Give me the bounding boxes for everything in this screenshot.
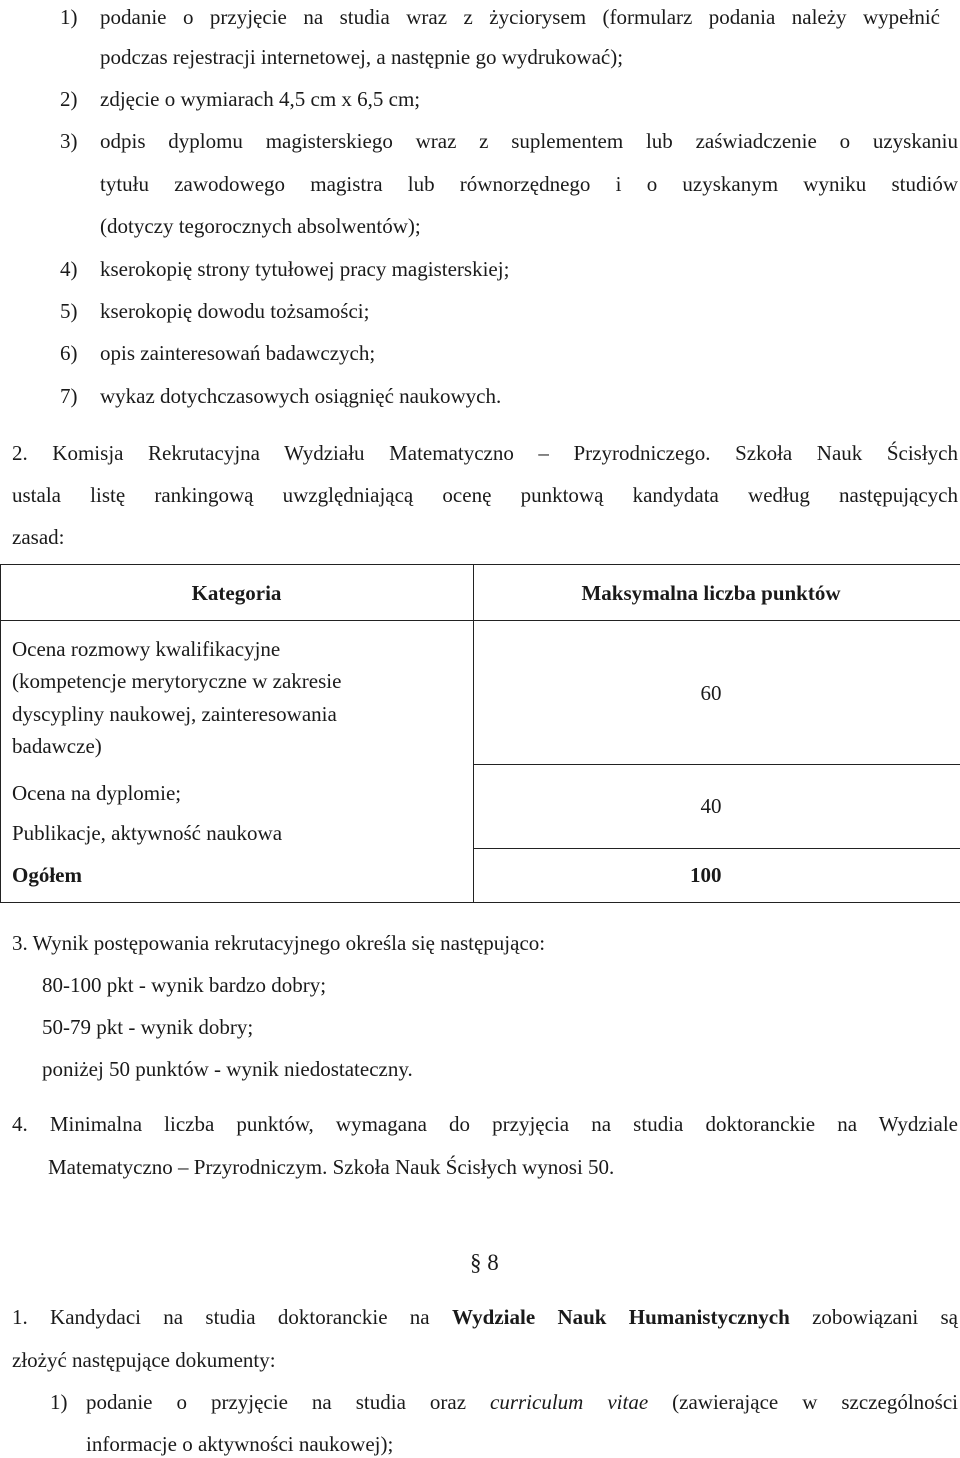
table-border-row2 bbox=[473, 848, 960, 849]
section-3-item-2: 50-79 pkt - wynik dobry; bbox=[42, 1015, 254, 1039]
list-item-4-num: 4) bbox=[60, 257, 78, 281]
list-b-item-1-line-2: informacje o aktywności naukowej); bbox=[86, 1432, 394, 1456]
list-b-pre: podanie o przyjęcie na studia oraz bbox=[86, 1390, 491, 1414]
list-b-cv: curriculum vitae bbox=[490, 1390, 649, 1414]
table-row-1-line-4: badawcze) bbox=[12, 734, 102, 758]
list-item-3-num: 3) bbox=[60, 129, 78, 153]
section-2-line-2: ustala listę rankingową uwzględniającą ocenę punktową kandydata według następujących bbox=[12, 483, 958, 507]
section-b1-line-2: złożyć następujące dokumenty: bbox=[12, 1348, 276, 1372]
list-item-2-num: 2) bbox=[60, 87, 78, 111]
list-b-post: (zawierające w szczególności bbox=[648, 1390, 958, 1414]
table-total-label: Ogółem bbox=[12, 863, 82, 887]
table-border-bottom bbox=[0, 902, 960, 903]
table-row-1-line-2: (kompetencje merytoryczne w zakresie bbox=[12, 669, 342, 693]
table-border-middle bbox=[473, 564, 474, 903]
list-item-6-num: 6) bbox=[60, 341, 78, 365]
list-item-7-line-1: wykaz dotychczasowych osiągnięć naukowych. bbox=[100, 384, 502, 408]
table-header-points: Maksymalna liczba punktów bbox=[581, 581, 841, 605]
section-b1-line-1 bbox=[12, 1304, 958, 1330]
list-item-5-num: 5) bbox=[60, 299, 78, 323]
table-row-2-line-1: Ocena na dyplomie; bbox=[12, 781, 182, 805]
section-2-line-3: zasad: bbox=[12, 525, 65, 549]
section-4-line-2: Matematyczno – Przyrodniczym. Szkoła Nauk Ścisłych wynosi 50. bbox=[48, 1155, 615, 1179]
list-item-7-num: 7) bbox=[60, 384, 78, 408]
table-row-1-points: 60 bbox=[700, 681, 722, 705]
list-b-item-1-line-1 bbox=[86, 1389, 958, 1415]
table-row-2-points: 40 bbox=[700, 794, 722, 818]
list-item-3-line-1: odpis dyplomu magisterskiego wraz z suplementem lub zaświadczenie o uzyskaniu bbox=[100, 129, 958, 153]
table-row-1-line-1: Ocena rozmowy kwalifikacyjne bbox=[12, 637, 281, 661]
section-3-intro: 3. Wynik postępowania rekrutacyjnego określa się następująco: bbox=[12, 931, 546, 955]
section-b1-post: zobowiązani są bbox=[789, 1305, 958, 1329]
list-item-3-line-3: (dotyczy tegorocznych absolwentów); bbox=[100, 214, 421, 238]
list-b-item-1-num: 1) bbox=[50, 1390, 68, 1414]
section-3-item-1: 80-100 pkt - wynik bardzo dobry; bbox=[42, 973, 327, 997]
list-item-1-line-1: podanie o przyjęcie na studia wraz z życiorysem (formularz podania należy wypełnić bbox=[100, 5, 940, 29]
paragraph-mark: § 8 bbox=[470, 1250, 499, 1275]
list-item-1-line-2: podczas rejestracji internetowej, a następnie go wydrukować); bbox=[100, 45, 624, 69]
section-b1-pre: 1. Kandydaci na studia doktoranckie na bbox=[12, 1305, 452, 1329]
list-item-2-line-1: zdjęcie o wymiarach 4,5 cm x 6,5 cm; bbox=[100, 87, 421, 111]
table-border-row1 bbox=[473, 764, 960, 765]
list-item-1-num: 1) bbox=[60, 5, 78, 29]
table-border-header bbox=[0, 620, 960, 621]
list-item-6-line-1: opis zainteresowań badawczych; bbox=[100, 341, 376, 365]
section-4-line-1: 4. Minimalna liczba punktów, wymagana do przyjęcia na studia doktoranckie na Wydziale bbox=[12, 1112, 958, 1136]
table-border-left bbox=[0, 564, 1, 903]
list-item-3-line-2: tytułu zawodowego magistra lub równorzędnego i o uzyskanym wyniku studiów bbox=[100, 172, 958, 196]
section-3-item-3: poniżej 50 punktów - wynik niedostateczny. bbox=[42, 1057, 413, 1081]
section-2-line-1: 2. Komisja Rekrutacyjna Wydziału Matematyczno – Przyrodniczego. Szkoła Nauk Ścisłych bbox=[12, 441, 958, 465]
list-item-5-line-1: kserokopię dowodu tożsamości; bbox=[100, 299, 370, 323]
list-item-4-line-1: kserokopię strony tytułowej pracy magisterskiej; bbox=[100, 257, 510, 281]
section-b1-faculty: Wydziale Nauk Humanistycznych bbox=[451, 1305, 790, 1329]
table-row-1-line-3: dyscypliny naukowej, zainteresowania bbox=[12, 702, 337, 726]
table-border-top bbox=[0, 564, 960, 565]
table-row-2-line-2: Publikacje, aktywność naukowa bbox=[12, 821, 283, 845]
table-total-points: 100 bbox=[690, 863, 722, 887]
table-header-category: Kategoria bbox=[191, 581, 282, 605]
